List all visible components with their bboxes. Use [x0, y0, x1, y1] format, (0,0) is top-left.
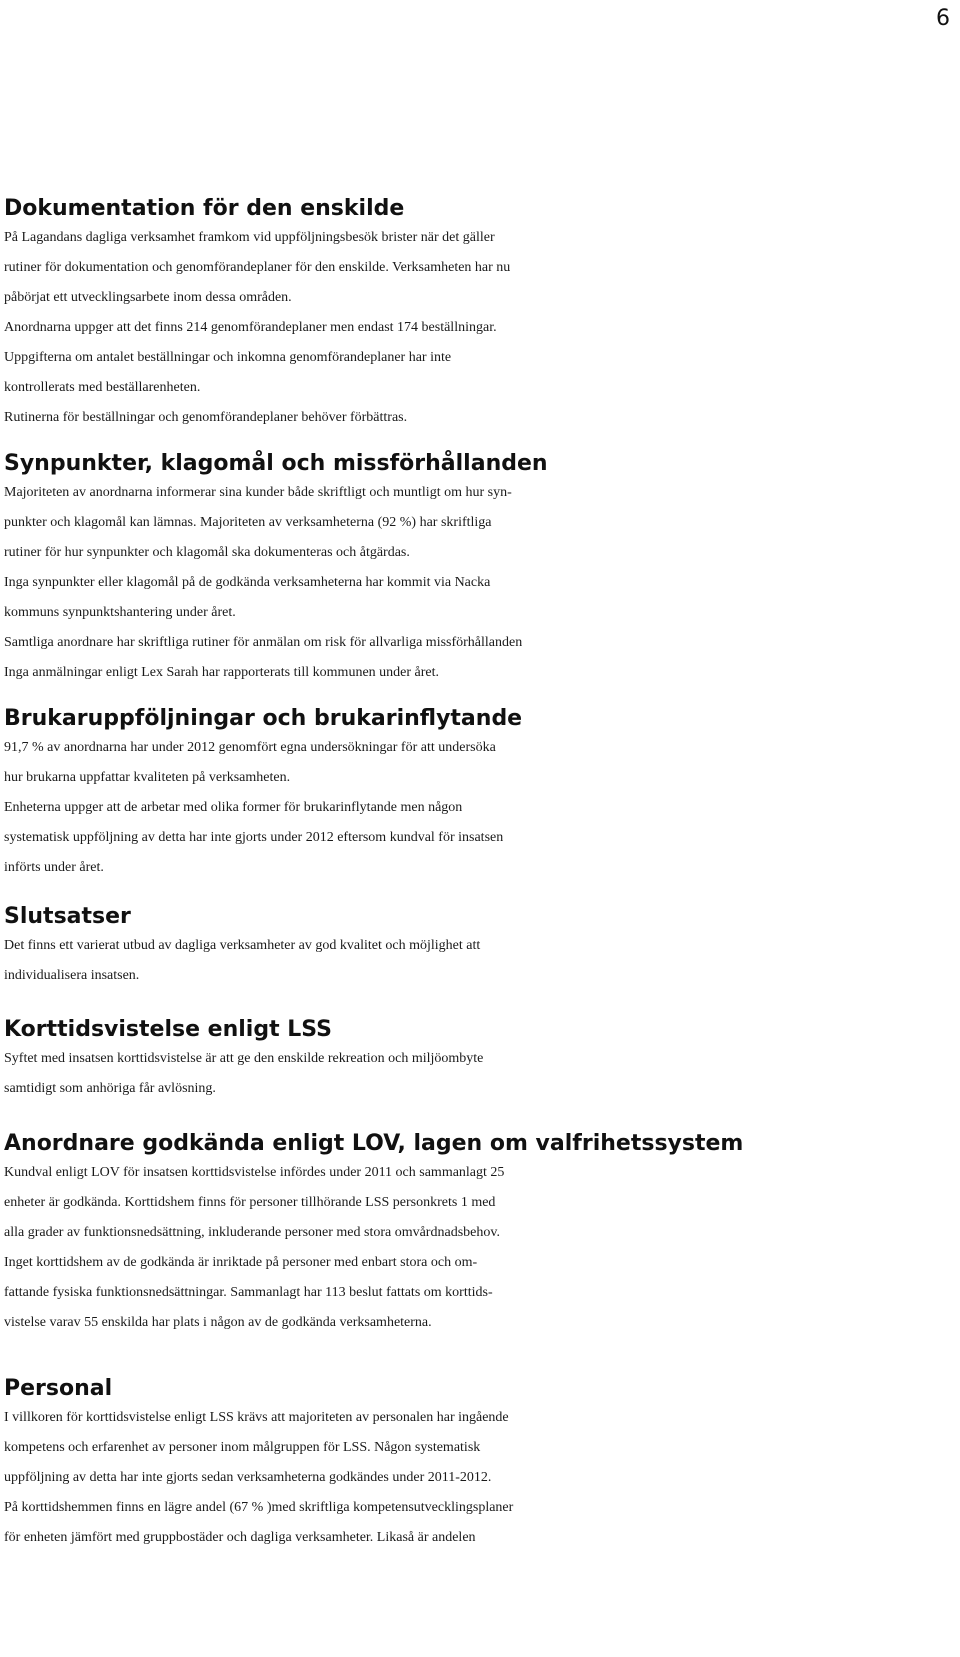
section-heading: Personal: [4, 1376, 113, 1401]
paragraph-line: Majoriteten av anordnarna informerar sina kunder både skriftligt och muntligt om hur syn-: [4, 485, 512, 500]
section-personal: [4, 1375, 954, 1553]
paragraph-line: Inget korttidshem av de godkända är inriktade på personer med enbart stora och om-: [4, 1255, 478, 1270]
section-heading: Korttidsvistelse enligt LSS: [4, 1017, 332, 1042]
section-heading: Brukaruppföljningar och brukarinflytande: [4, 706, 523, 731]
paragraph-line: kompetens och erfarenhet av personer inom målgruppen för LSS. Någon systematisk: [4, 1440, 481, 1455]
paragraph-line: Syftet med insatsen korttidsvistelse är att ge den enskilde rekreation och miljöombyte: [4, 1051, 484, 1066]
paragraph-line: Rutinerna för beställningar och genomförandeplaner behöver förbättras.: [4, 410, 408, 425]
paragraph-line: På Lagandans dagliga verksamhet framkom vid uppföljningsbesök brister när det gäller: [4, 230, 495, 245]
section-heading: Anordnare godkända enligt LOV, lagen om valfrihetssystem: [4, 1131, 744, 1156]
paragraph-line: kommuns synpunktshantering under året.: [4, 605, 236, 620]
section-anordnare-lov: [4, 1130, 954, 1338]
paragraph-line: vistelse varav 55 enskilda har plats i någon av de godkända verksamheterna.: [4, 1315, 432, 1330]
paragraph-line: Anordnarna uppger att det finns 214 genomförandeplaner men endast 174 beställningar.: [4, 320, 497, 335]
paragraph-line: Uppgifterna om antalet beställningar och inkomna genomförandeplaner har inte: [4, 350, 452, 365]
paragraph-line: 91,7 % av anordnarna har under 2012 genomfört egna undersökningar för att undersöka: [4, 740, 496, 755]
paragraph-line: fattande fysiska funktionsnedsättningar. Sammanlagt har 113 beslut fattats om korttids-: [4, 1285, 493, 1300]
paragraph-line: införts under året.: [4, 860, 104, 875]
section-korttidsvistelse: [4, 1016, 954, 1104]
paragraph-line: Samtliga anordnare har skriftliga rutiner för anmälan om risk för allvarliga missförhållanden: [4, 635, 523, 650]
paragraph-line: kontrollerats med beställarenheten.: [4, 380, 201, 395]
section-heading: Slutsatser: [4, 904, 131, 929]
paragraph-line: rutiner för dokumentation och genomförandeplaner för den enskilde. Verksamheten har nu: [4, 260, 511, 275]
section-slutsatser: [4, 903, 954, 991]
paragraph-line: Enheterna uppger att de arbetar med olika former för brukarinflytande men någon: [4, 800, 463, 815]
paragraph-line: rutiner för hur synpunkter och klagomål ska dokumenteras och åtgärdas.: [4, 545, 410, 560]
paragraph-line: Inga anmälningar enligt Lex Sarah har rapporterats till kommunen under året.: [4, 665, 440, 680]
paragraph-line: för enheten jämfört med gruppbostäder och dagliga verksamheter. Likaså är andelen: [4, 1530, 476, 1545]
paragraph-line: Kundval enligt LOV för insatsen korttidsvistelse infördes under 2011 och sammanlagt 25: [4, 1165, 505, 1180]
section-brukaruppfoljningar: [4, 705, 954, 883]
page-number: 6: [936, 6, 950, 31]
section-heading: Dokumentation för den enskilde: [4, 196, 405, 221]
paragraph-line: uppföljning av detta har inte gjorts sedan verksamheterna godkändes under 2011-2012.: [4, 1470, 492, 1485]
paragraph-line: individualisera insatsen.: [4, 968, 140, 983]
section-heading: Synpunkter, klagomål och missförhållanden: [4, 451, 548, 476]
paragraph-line: I villkoren för korttidsvistelse enligt LSS krävs att majoriteten av personalen har ingående: [4, 1410, 509, 1425]
paragraph-line: enheter är godkända. Korttidshem finns för personer tillhörande LSS personkrets 1 med: [4, 1195, 496, 1210]
paragraph-line: alla grader av funktionsnedsättning, inkluderande personer med stora omvårdnadsbehov.: [4, 1225, 500, 1240]
paragraph-line: påbörjat ett utvecklingsarbete inom dessa områden.: [4, 290, 292, 305]
paragraph-line: punkter och klagomål kan lämnas. Majoriteten av verksamheterna (92 %) har skriftliga: [4, 515, 492, 530]
paragraph-line: systematisk uppföljning av detta har inte gjorts under 2012 eftersom kundval för insatsen: [4, 830, 504, 845]
paragraph-line: samtidigt som anhöriga får avlösning.: [4, 1081, 216, 1096]
section-synpunkter: [4, 450, 954, 688]
paragraph-line: Inga synpunkter eller klagomål på de godkända verksamheterna har kommit via Nacka: [4, 575, 491, 590]
section-dokumentation: [4, 195, 954, 433]
paragraph-line: hur brukarna uppfattar kvaliteten på verksamheten.: [4, 770, 291, 785]
paragraph-line: På korttidshemmen finns en lägre andel (67 % )med skriftliga kompetensutvecklingsplaner: [4, 1500, 514, 1515]
paragraph-line: Det finns ett varierat utbud av dagliga verksamheter av god kvalitet och möjlighet att: [4, 938, 481, 953]
